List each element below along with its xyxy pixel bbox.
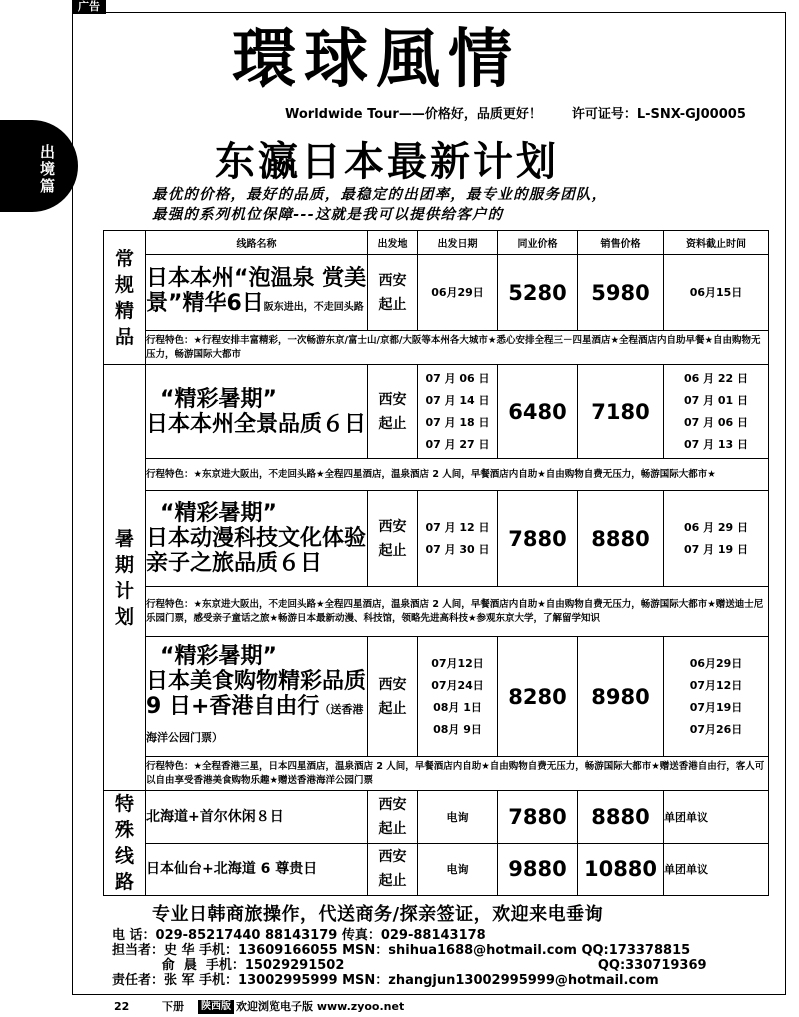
slogan-line: 最强的系列机位保障---这就是我可以提供给客户的 [152, 207, 504, 223]
contact-agent: 担当者：史 华 手机：13609166055 MSN：shihua1688@hotmail.com QQ:173378815 [112, 943, 691, 958]
route-deadline: 06 月 22 日 07 月 01 日 07 月 06 日 07 月 13 日 [664, 365, 769, 459]
route-name: “精彩暑期” 日本本州全景品质６日 [146, 365, 368, 459]
trade-price: 7880 [498, 791, 578, 844]
route-dates: 07 月 06 日 07 月 14 日 07 月 18 日 07 月 27 日 [418, 365, 498, 459]
special-row [104, 843, 769, 896]
page-number: 22 [114, 1000, 130, 1013]
route-deadline: 06月15日 [664, 255, 769, 331]
route-features: 行程特色：★行程安排丰富精彩，一次畅游东京/富士山/京都/大阪等本州各大城市★悉心安排全程三－四星酒店★全程酒店内自助早餐★自由购物无压力，畅游国际大都市 [146, 331, 769, 365]
route-origin: 西安 起止 [368, 255, 418, 331]
tagline-text: Worldwide Tour——价格好，品质更好！ [285, 107, 542, 122]
category-regular: 常规精品 [104, 231, 146, 365]
tagline [285, 106, 746, 124]
header-origin: 出发地 [368, 231, 418, 255]
route-tag: “精彩暑期” [160, 643, 277, 669]
trade-price: 8280 [498, 637, 578, 757]
category-special: 特殊线路 [104, 791, 146, 896]
side-tab-char: 境 [40, 160, 56, 178]
tour-table [103, 230, 769, 896]
header-trade-price: 同业价格 [498, 231, 578, 255]
route-row [104, 491, 769, 587]
contact-block [112, 928, 707, 988]
route-name: 日本本州“泡温泉 赏美景”精华6日阪东进出，不走回头路 [146, 255, 368, 331]
header-dates: 出发日期 [418, 231, 498, 255]
route-features: 行程特色：★东京进大阪出，不走回头路★全程四星酒店，温泉酒店 2 人间，早餐酒店内自助★自由购物自费无压力，畅游国际大都市★ [146, 459, 769, 491]
page-footer [72, 996, 786, 1017]
special-row [104, 791, 769, 844]
side-tab-outbound [0, 120, 78, 212]
sale-price: 7180 [578, 365, 664, 459]
sale-price: 8880 [578, 491, 664, 587]
route-origin: 西安 起止 [368, 791, 418, 844]
side-tab-char: 篇 [40, 177, 56, 195]
route-features: 行程特色：★东京进大阪出，不走回头路★全程四星酒店，温泉酒店 2 人间，早餐酒店内自助★自由购物自费无压力，畅游国际大都市★赠送迪士尼乐园门票，感受亲子童话之旅★畅游日本最新动漫、科技馆，领略先进高科技★参观东京大学，了解留学知识 [146, 587, 769, 637]
edition-badge: 陕西版 [198, 1000, 234, 1014]
route-deadline: 06月29日 07月12日 07月19日 07月26日 [664, 637, 769, 757]
slogan [152, 185, 607, 225]
category-summer: 暑期计划 [104, 365, 146, 791]
services-banner: 专业日韩商旅操作，代送商务/探亲签证，欢迎来电垂询 [152, 904, 604, 925]
contact-agent: 俞 晨 手机：15029291502 QQ:330719369 [112, 958, 707, 973]
route-note: 阪东进出，不走回头路 [263, 301, 364, 313]
route-name: 北海道+首尔休闲８日 [146, 791, 368, 844]
trade-price: 5280 [498, 255, 578, 331]
header-deadline: 资料截止时间 [664, 231, 769, 255]
route-name: “精彩暑期” 日本动漫科技文化体验亲子之旅品质６日 [146, 491, 368, 587]
route-deadline: 06 月 29 日 07 月 19 日 [664, 491, 769, 587]
sale-price: 8880 [578, 791, 664, 844]
route-note: （送香港海洋公园门票） [146, 702, 364, 744]
route-dates: 07 月 12 日 07 月 30 日 [418, 491, 498, 587]
route-tag: “精彩暑期” [160, 501, 277, 526]
route-row [104, 637, 769, 757]
trade-price: 7880 [498, 491, 578, 587]
contact-manager: 责任者：张 军 手机：13002995999 MSN：zhangjun13002995999@hotmail.com [112, 973, 659, 988]
slogan-line: 最优的价格，最好的品质，最稳定的出团率，最专业的服务团队， [152, 187, 608, 203]
route-row [104, 255, 769, 331]
route-row [104, 365, 769, 459]
trade-price: 6480 [498, 365, 578, 459]
ad-tag: 广告 [72, 0, 106, 14]
route-origin: 西安 起止 [368, 843, 418, 896]
header-route: 线路名称 [146, 231, 368, 255]
website-link[interactable]: 欢迎浏览电子版 www.zyoo.net [236, 1000, 405, 1013]
route-deadline: 单团单议 [664, 843, 769, 896]
brand-logo: 環球風情 [232, 22, 520, 97]
route-dates: 06月29日 [418, 255, 498, 331]
route-dates: 电询 [418, 843, 498, 896]
trade-price: 9880 [498, 843, 578, 896]
route-features: 行程特色：★全程香港三星，日本四星酒店，温泉酒店 2 人间，早餐酒店内自助★自由购物自费无压力，畅游国际大都市★赠送香港自由行，客人可以自由享受香港美食购物乐趣★赠送香港海洋公园门票 [146, 757, 769, 791]
route-name: 日本仙台+北海道 6 尊贵日 [146, 843, 368, 896]
sale-price: 5980 [578, 255, 664, 331]
contact-phone: 电 话：029-85217440 88143179 传真：029-88143178 [112, 928, 486, 943]
route-origin: 西安 起止 [368, 365, 418, 459]
route-dates: 电询 [418, 791, 498, 844]
sale-price: 8980 [578, 637, 664, 757]
headline: 东瀛日本最新计划 [215, 139, 559, 185]
volume-label: 下册 [162, 1000, 184, 1013]
sale-price: 10880 [578, 843, 664, 896]
route-name: “精彩暑期” 日本美食购物精彩品质 9 日+香港自由行（送香港海洋公园门票） [146, 637, 368, 757]
route-tag: “精彩暑期” [160, 386, 277, 412]
side-tab-char: 出 [40, 143, 56, 161]
route-origin: 西安 起止 [368, 491, 418, 587]
license-number: 许可证号：L-SNX-GJ00005 [571, 107, 746, 122]
header-sale-price: 销售价格 [578, 231, 664, 255]
route-deadline: 单团单议 [664, 791, 769, 844]
route-origin: 西安 起止 [368, 637, 418, 757]
route-dates: 07月12日 07月24日 08月 1日 08月 9日 [418, 637, 498, 757]
